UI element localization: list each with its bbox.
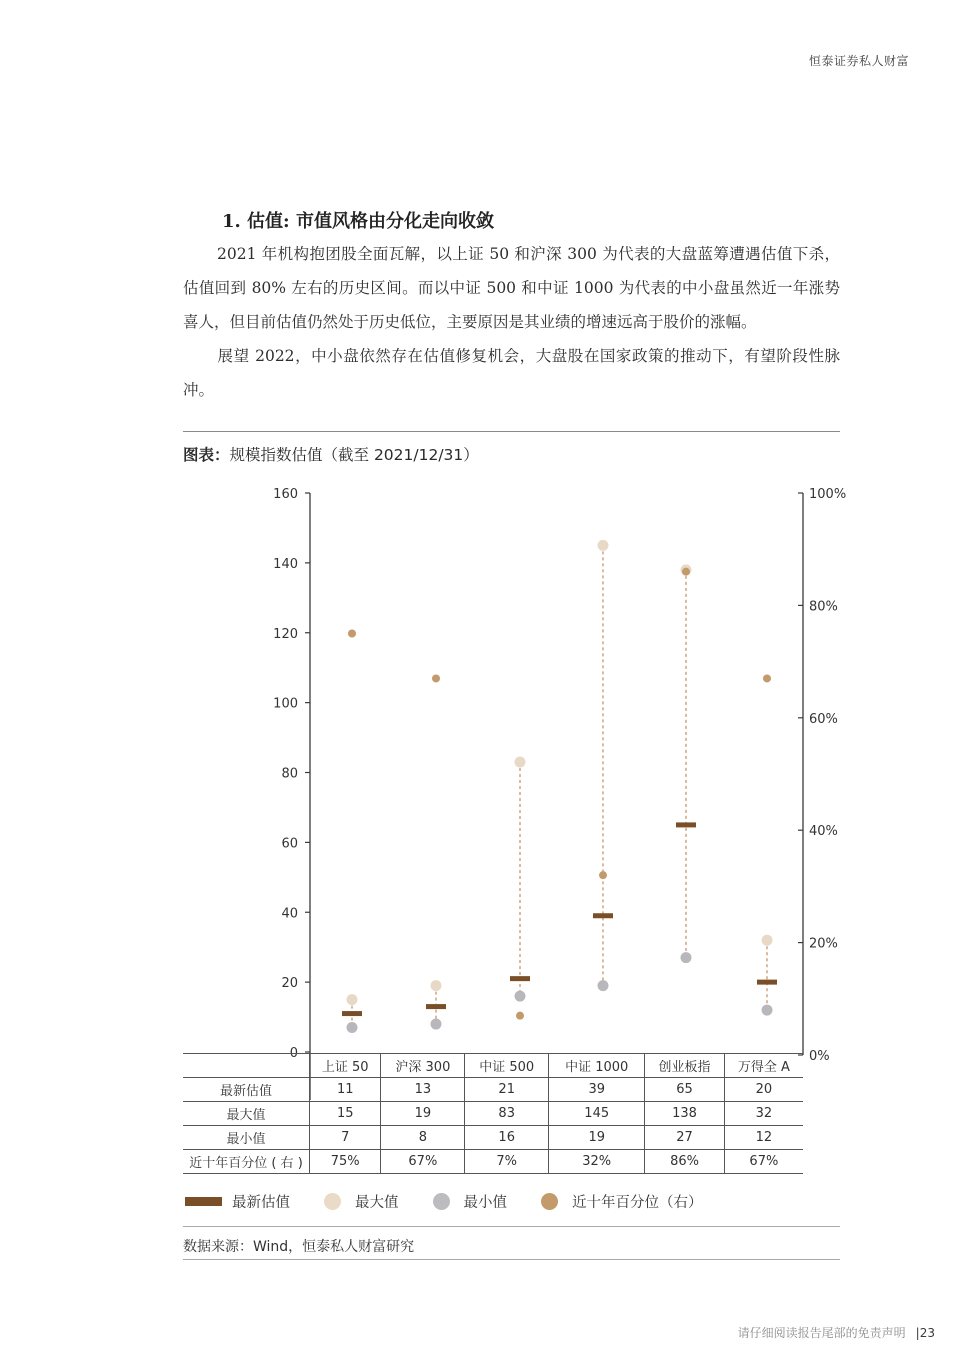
percentile-marker xyxy=(516,1012,524,1020)
max-marker xyxy=(347,994,358,1005)
left-axis-tick-label: 80 xyxy=(281,766,298,782)
category-group xyxy=(757,674,777,1015)
table-cell: 上证 50 xyxy=(310,1054,381,1078)
max-marker xyxy=(762,935,773,946)
chart-legend xyxy=(185,1190,729,1212)
min-marker xyxy=(681,952,692,963)
percentile-marker xyxy=(682,568,690,576)
table-cell: 13 xyxy=(381,1078,465,1102)
figure-label: 图表： xyxy=(183,446,230,464)
table-cell: 15 xyxy=(310,1102,381,1126)
category-group xyxy=(510,757,530,1020)
min-marker xyxy=(762,1005,773,1016)
source-top-rule xyxy=(183,1226,840,1227)
min-marker xyxy=(431,1019,442,1030)
table-cell: 12 xyxy=(724,1126,803,1150)
right-axis-tick-label: 40% xyxy=(809,824,838,840)
legend-label: 近十年百分位（右） xyxy=(572,1194,703,1211)
left-axis-tick-label: 120 xyxy=(273,626,298,642)
table-cell: 7% xyxy=(465,1150,549,1174)
paragraph-2-text: 展望 2022，中小盘依然存在估值修复机会，大盘股在国家政策的推动下，有望阶段性脉冲。 xyxy=(183,347,840,399)
latest-marker xyxy=(342,1011,362,1016)
table-cell: 32% xyxy=(549,1150,645,1174)
legend-item xyxy=(533,1191,703,1212)
table-cell: 67% xyxy=(724,1150,803,1174)
legend-label: 最小值 xyxy=(463,1194,507,1211)
table-cell: 7 xyxy=(310,1126,381,1150)
right-axis-tick-label: 100% xyxy=(809,487,847,502)
category-group xyxy=(593,540,613,991)
table-cell: 19 xyxy=(381,1102,465,1126)
min-marker xyxy=(515,991,526,1002)
table-cell: 32 xyxy=(724,1102,803,1126)
chart-axes xyxy=(273,487,846,1100)
percentile-marker xyxy=(763,674,771,682)
category-group xyxy=(676,564,696,963)
left-axis-tick-label: 40 xyxy=(281,906,298,922)
table-cell: 创业板指 xyxy=(645,1054,724,1078)
table-row xyxy=(183,1102,803,1126)
page-number: |23 xyxy=(915,1326,935,1340)
min-marker xyxy=(347,1022,358,1033)
max-marker xyxy=(598,540,609,551)
data-source: 数据来源：Wind，恒泰私人财富研究 xyxy=(183,1239,415,1255)
left-axis-tick-label: 60 xyxy=(281,836,298,852)
table-cell: 86% xyxy=(645,1150,724,1174)
table-cell: 75% xyxy=(310,1150,381,1174)
table-cell: 20 xyxy=(724,1078,803,1102)
right-axis-tick-label: 60% xyxy=(809,711,838,727)
table-row xyxy=(183,1126,803,1150)
right-axis-tick-label: 0% xyxy=(809,1049,830,1064)
table-cell: 39 xyxy=(549,1078,645,1102)
row-label-cell: 近十年百分位 ( 右 ) xyxy=(183,1150,310,1174)
row-label-cell: 最小值 xyxy=(183,1126,310,1150)
left-axis-tick-label: 160 xyxy=(273,487,298,502)
table-row xyxy=(183,1078,803,1102)
table-cell: 27 xyxy=(645,1126,724,1150)
latest-marker xyxy=(426,1004,446,1009)
row-label-cell: 最大值 xyxy=(183,1102,310,1126)
table-cell: 8 xyxy=(381,1126,465,1150)
table-cell: 万得全 A xyxy=(724,1054,803,1078)
table-cell: 65 xyxy=(645,1078,724,1102)
percentile-marker xyxy=(599,871,607,879)
table-row xyxy=(183,1150,803,1174)
table-cell: 19 xyxy=(549,1126,645,1150)
right-axis-tick-label: 20% xyxy=(809,936,838,952)
legend-item xyxy=(316,1191,399,1212)
max-marker xyxy=(515,757,526,768)
dot-swatch-icon xyxy=(433,1193,450,1210)
dot-swatch-icon xyxy=(541,1193,558,1210)
legend-item xyxy=(425,1191,508,1212)
section-title: 1. 估值: 市值风格由分化走向收敛 xyxy=(222,211,494,232)
left-axis-tick-label: 0 xyxy=(289,1046,298,1061)
category-group xyxy=(426,674,446,1029)
table-cell: 中证 1000 xyxy=(549,1054,645,1078)
row-label-cell: 最新估值 xyxy=(183,1078,310,1102)
max-marker xyxy=(431,980,442,991)
row-label-cell xyxy=(183,1054,310,1078)
dot-swatch-icon xyxy=(324,1193,341,1210)
footer-disclaimer: 请仔细阅读报告尾部的免责声明 xyxy=(737,1326,906,1340)
table-cell: 83 xyxy=(465,1102,549,1126)
latest-marker xyxy=(510,976,530,981)
latest-marker xyxy=(757,980,777,985)
left-axis-tick-label: 20 xyxy=(281,976,298,992)
table-cell: 16 xyxy=(465,1126,549,1150)
legend-label: 最大值 xyxy=(355,1194,399,1211)
left-axis-tick-label: 100 xyxy=(273,696,298,712)
table-cell: 21 xyxy=(465,1078,549,1102)
right-axis-tick-label: 80% xyxy=(809,599,838,615)
latest-marker xyxy=(676,822,696,827)
paragraph-1-text: 2021 年机构抱团股全面瓦解，以上证 50 和沪深 300 为代表的大盘蓝筹遭遇估值下杀，估值回到 80% 左右的历史区间。而以中证 500 和中证 1000 为代表的中小盘虽然近一年涨势喜人，但目前估值仍然处于历史低位，主要原因是其业绩的增速远高于股价的涨幅。 xyxy=(183,245,840,331)
legend-label: 最新估值 xyxy=(232,1194,290,1211)
min-marker xyxy=(598,980,609,991)
footer xyxy=(738,1324,935,1341)
latest-marker xyxy=(593,913,613,918)
table-cell: 中证 500 xyxy=(465,1054,549,1078)
table-cell: 145 xyxy=(549,1102,645,1126)
percentile-marker xyxy=(432,674,440,682)
legend-item xyxy=(185,1191,290,1212)
table-cell: 11 xyxy=(310,1078,381,1102)
chart-plot-area xyxy=(342,540,777,1033)
category-group xyxy=(342,630,362,1034)
table-cell: 138 xyxy=(645,1102,724,1126)
left-axis-tick-label: 140 xyxy=(273,556,298,572)
bar-swatch-icon xyxy=(185,1197,222,1206)
header-brand: 恒泰证券私人财富 xyxy=(808,54,909,68)
source-bottom-rule xyxy=(183,1259,840,1260)
table-cell: 沪深 300 xyxy=(381,1054,465,1078)
figure-title-text: 规模指数估值（截至 2021/12/31） xyxy=(229,446,479,464)
table-cell: 67% xyxy=(381,1150,465,1174)
data-table xyxy=(183,1053,803,1174)
percentile-marker xyxy=(348,630,356,638)
table-header-row xyxy=(183,1054,803,1078)
